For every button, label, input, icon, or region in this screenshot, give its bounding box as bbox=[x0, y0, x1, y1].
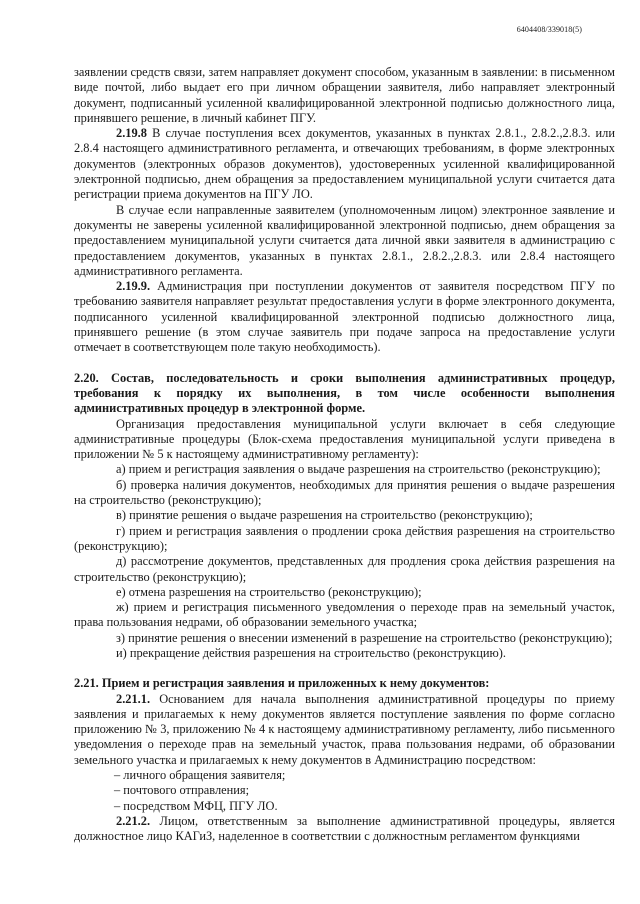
clause-number: 2.19.9. bbox=[116, 279, 151, 294]
paragraph-spacer bbox=[74, 661, 615, 676]
paragraph bbox=[74, 814, 615, 845]
list-item: – почтового отправления; bbox=[114, 783, 250, 798]
clause-text: Администрация при поступлении документов от заявителя посредством ПГУ по требованию заявителя направляет результат предоставления услуги в форме электронного документа, подписанного усиленной квалифицированной электронной подписью должностного лица, принявшего решение (в этом случае заявитель при подаче запроса на предоставление услуги отмечает в соответствующем поле такую необходимость). bbox=[74, 279, 615, 355]
paragraph: В случае если направленные заявителем (уполномоченным лицом) электронное заявление и документы не заверены усиленной квалифицированной электронной подписью, днем обращения за предоставлением муниципальной услуги считается дата личной явки заявителя в администрацию с предоставлением документов, указанных в пунктах 2.8.1., 2.8.2.,2.8.3. или 2.8.4 настоящего административного регламента. bbox=[74, 202, 615, 278]
paragraph: е) отмена разрешения на строительство (реконструкцию); bbox=[116, 584, 422, 599]
paragraph: а) прием и регистрация заявления о выдаче разрешения на строительство (реконструкцию); bbox=[116, 462, 601, 477]
paragraph bbox=[74, 126, 615, 202]
paragraph: и) прекращение действия разрешения на строительство (реконструкцию). bbox=[116, 645, 506, 660]
list-item: – посредством МФЦ, ПГУ ЛО. bbox=[114, 798, 278, 813]
clause-number: 2.19.8 bbox=[116, 126, 147, 141]
clause-number: 2.21.1. bbox=[116, 691, 151, 706]
clause-text: Лицом, ответственным за выполнение административной процедуры, является должностное лицо КАГиЗ, наделенное в соответствии с должностным регламентом функциями bbox=[74, 813, 615, 844]
paragraph bbox=[74, 279, 615, 355]
paragraph: б) проверка наличия документов, необходимых для принятия решения о выдаче разрешения на строительство (реконструкцию); bbox=[74, 477, 615, 508]
section-heading: 2.20. Состав, последовательность и сроки выполнения административных процедур, требования к порядку их выполнения, в том числе особенности выполнения административных процедур в электронной форме. bbox=[74, 370, 615, 416]
paragraph: г) прием и регистрация заявления о продлении срока действия разрешения на строительство (реконструкцию); bbox=[74, 523, 615, 553]
clause-number: 2.21.2. bbox=[116, 813, 151, 828]
document-body bbox=[74, 65, 615, 845]
paragraph: Организация предоставления муниципальной услуги включает в себя следующие административные процедуры (Блок-схема предоставления муниципальной услуги приведена в приложении № 5 к настоящему административному регламенту): bbox=[74, 416, 615, 462]
list-item: – личного обращения заявителя; bbox=[114, 768, 286, 783]
clause-text: Основанием для начала выполнения административной процедуры по приему заявления и прилагаемых к нему документов является поступление заявления по форме согласно приложению № 3, приложению № 4 к настоящему административному регламенту, либо письменного уведомления о переходе прав на земельный участок, права пользования недрами, об образовании земельного участка и прилагаемых к нему документов в Администрацию посредством: bbox=[74, 691, 615, 767]
paragraph: ж) прием и регистрация письменного уведомления о переходе прав на земельный участок, права пользования недрами, об образовании земельного участка; bbox=[74, 600, 615, 630]
clause-text: В случае поступления всех документов, указанных в пунктах 2.8.1., 2.8.2.,2.8.3. или 2.8.4 настоящего административного регламента, и отвечающих требованиям, в форме электронных документов (электронных образов документов), удостоверенных усиленной квалифицированной электронной подписью, днем обращения за предоставлением муниципальной услуги считается дата регистрации приема документов на ПГУ ЛО. bbox=[74, 126, 615, 202]
paragraph-spacer bbox=[74, 356, 615, 371]
paragraph: з) принятие решения о внесении изменений в разрешение на строительство (реконструкцию); bbox=[116, 630, 613, 645]
paragraph bbox=[74, 692, 615, 768]
document-id: 6404408/339018(5) bbox=[516, 25, 582, 34]
paragraph: д) рассмотрение документов, представленных для продления срока действия разрешения на строительство (реконструкцию); bbox=[74, 554, 615, 584]
paragraph: заявлении средств связи, затем направляет документ способом, указанным в заявлении: в письменном виде почтой, либо выдает его при личном обращении заявителя, либо направляет электронный документ, подписанный усиленной квалифицированной электронной подписью должностного лица, принявшего решение, в личный кабинет ПГУ. bbox=[74, 65, 615, 125]
section-heading: 2.21. Прием и регистрация заявления и приложенных к нему документов: bbox=[74, 676, 490, 691]
paragraph: в) принятие решения о выдаче разрешения на строительство (реконструкцию); bbox=[116, 508, 533, 523]
